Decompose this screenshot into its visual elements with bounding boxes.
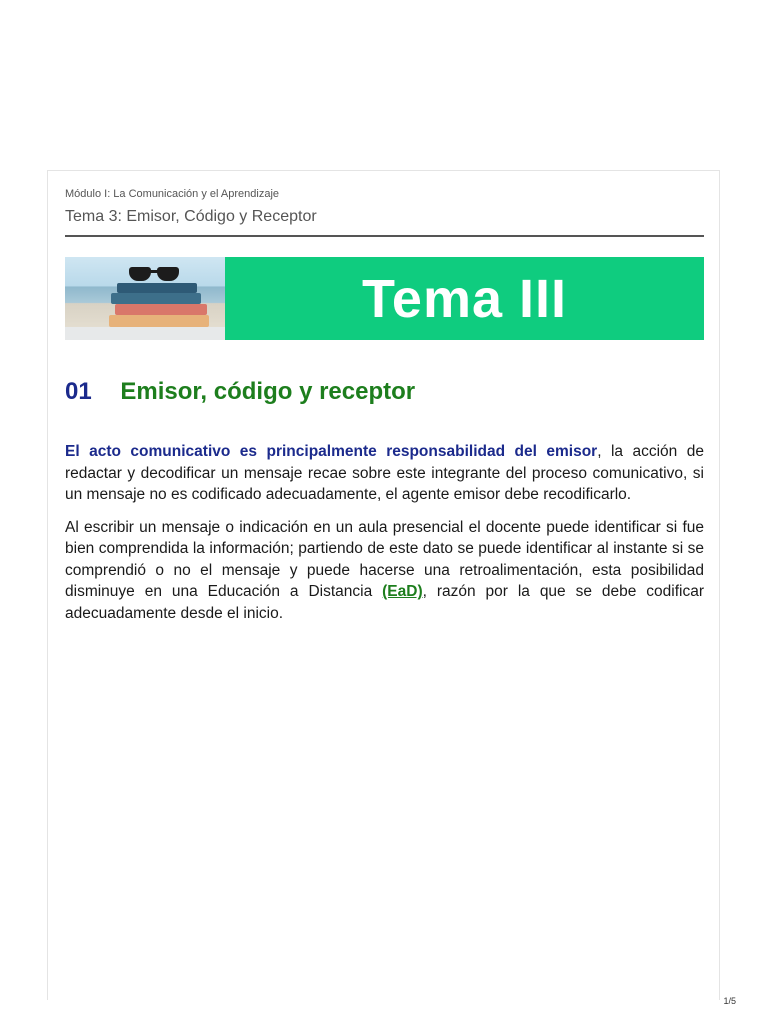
paragraph-2-text-end: , razón por la que se debe codificar adecuadamente desde el inicio.: [65, 583, 704, 622]
section-number: 01: [65, 378, 92, 405]
page-number: 1/5: [723, 996, 736, 1006]
header-divider: [65, 235, 704, 237]
emphasis-text: El acto comunicativo es principalmente responsabilidad del emisor: [65, 443, 598, 460]
sunglasses-icon: [129, 267, 185, 283]
books-and-sunglasses-photo: [65, 257, 225, 340]
section-title: Emisor, código y receptor: [120, 378, 416, 405]
paragraph-2-text-start: Al escribir un mensaje o indicación en un aula presencial el docente puede identificar si fue bien comprendida la información; partiendo de este dato se puede identificar al instante si se comprendió o no el mensaje y puede hacerse una retroalimentación, esta posibilidad disminuye en una Educación a Distancia: [65, 518, 704, 600]
paragraph-1-text: , la acción de redactar y decodificar un mensaje recae sobre este integrante del proceso comunicativo, si un mensaje no es codificado adecuadamente, el agente emisor debe recodificarlo.: [65, 443, 704, 503]
document-page: [47, 170, 720, 1000]
module-label: Módulo I: La Comunicación y el Aprendizaje: [65, 188, 280, 200]
body-text: [65, 441, 704, 635]
topic-title: Tema 3: Emisor, Código y Receptor: [65, 208, 317, 225]
paragraph-2: [65, 517, 704, 625]
paragraph-1: [65, 441, 704, 506]
banner-title: Tema III: [225, 257, 704, 340]
ead-link[interactable]: (EaD): [382, 583, 423, 600]
topic-banner: [65, 257, 704, 340]
section-heading: [65, 378, 415, 406]
